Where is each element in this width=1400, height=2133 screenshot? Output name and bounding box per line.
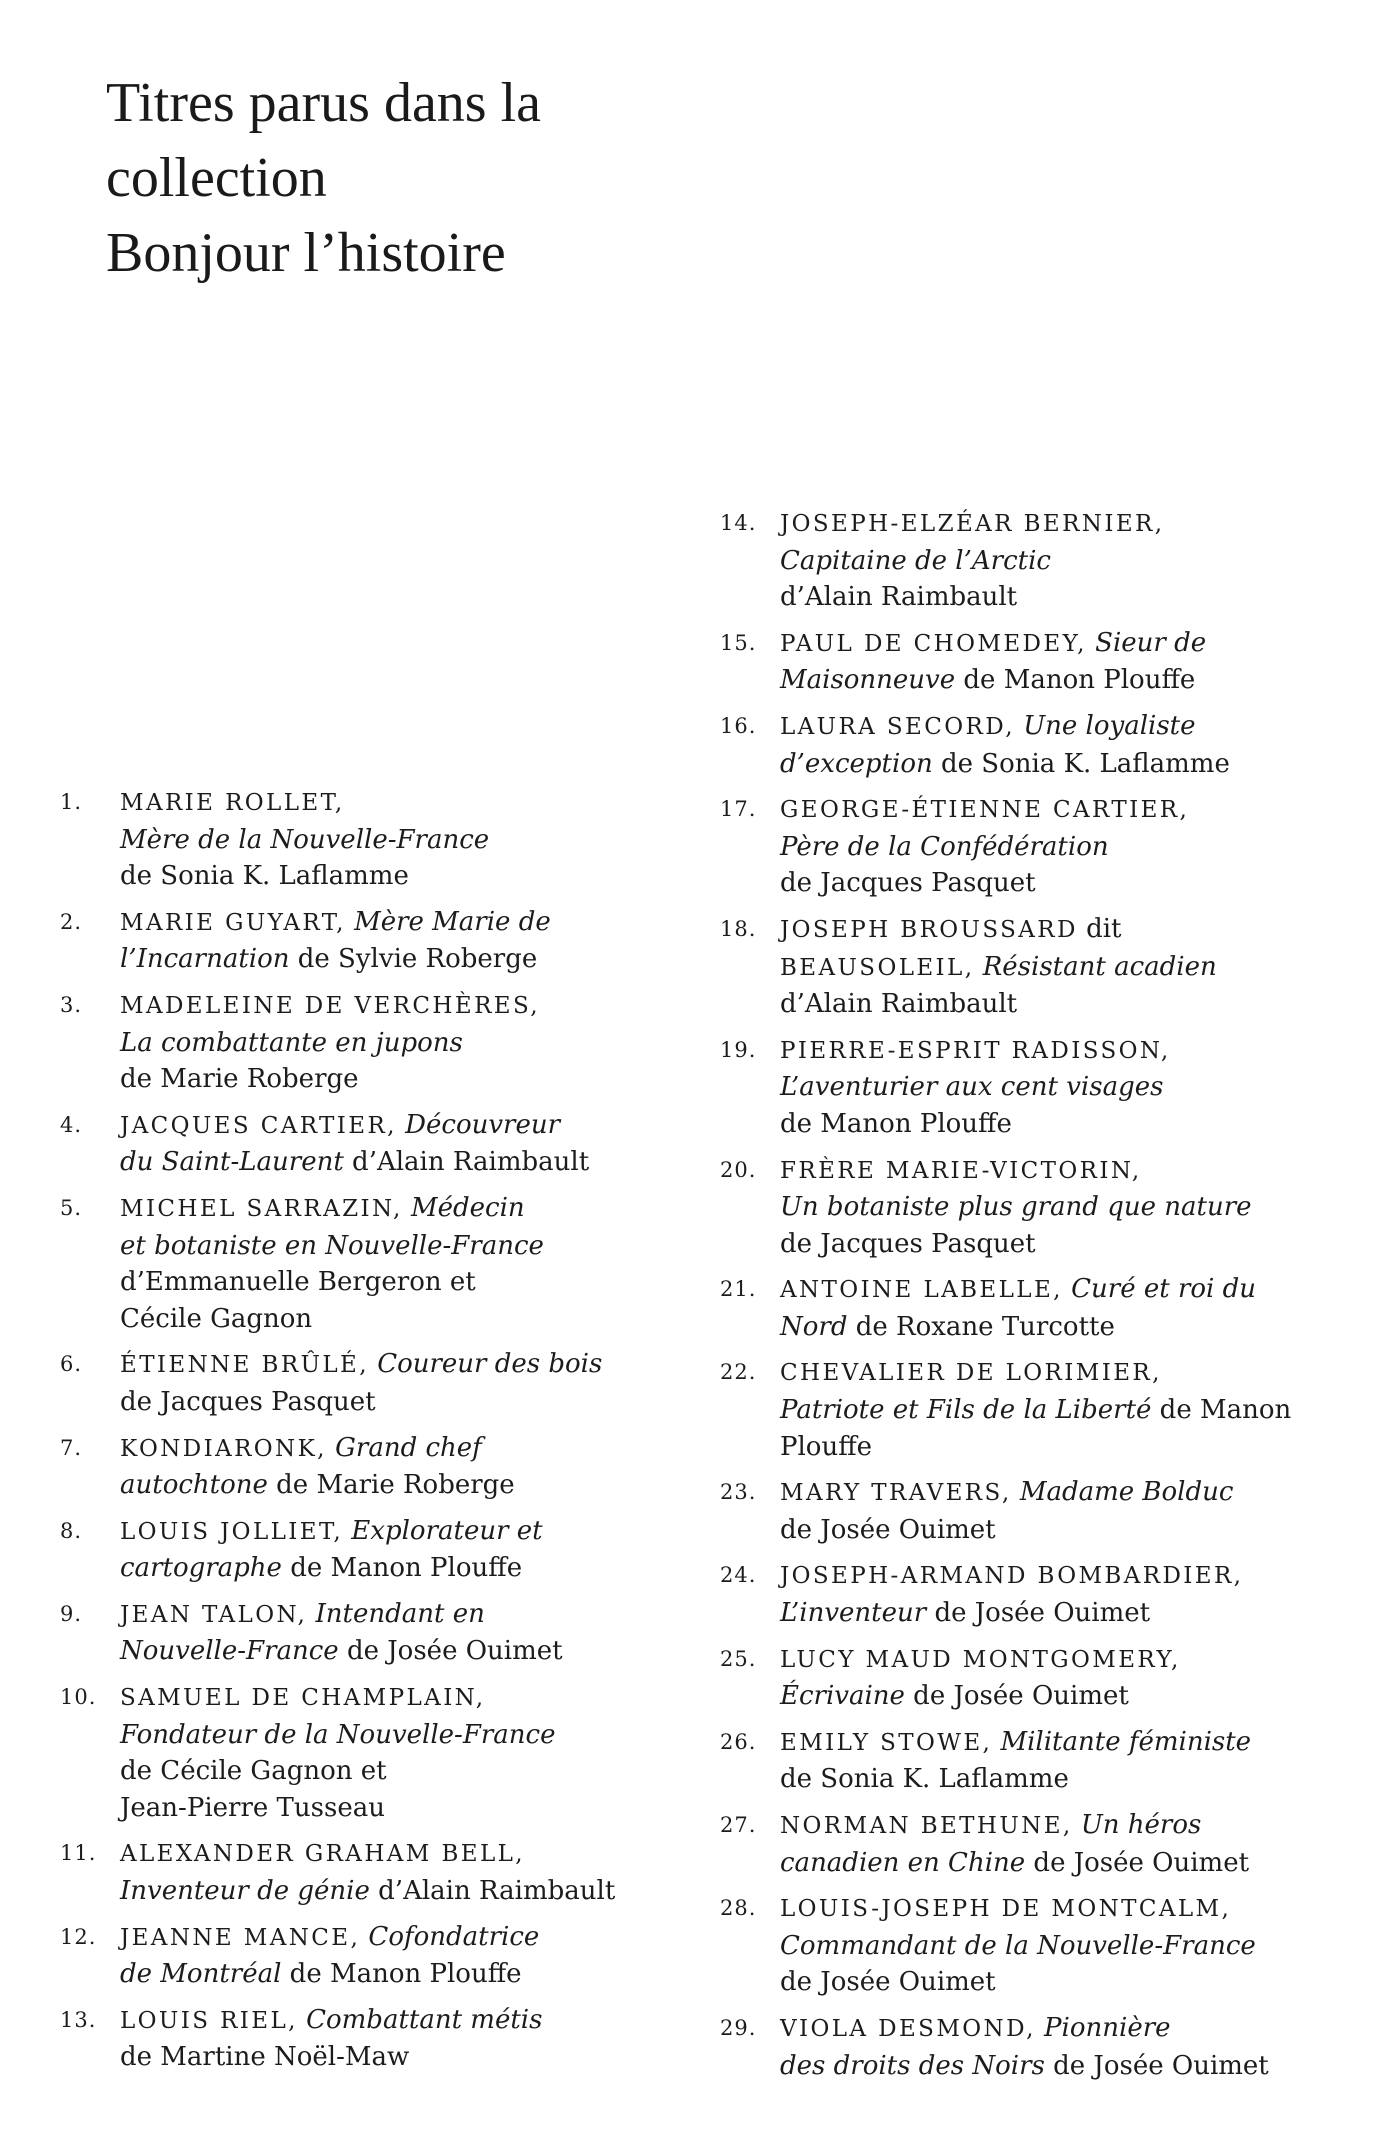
page-title [106, 66, 541, 291]
title-entry [720, 1557, 1320, 1631]
title-entry [720, 1354, 1320, 1465]
entry-number: 5. [60, 1195, 83, 1220]
entry-line [120, 1835, 620, 1873]
subject-name: KONDIARONK, [120, 1435, 327, 1462]
author-credit: Jean-Pierre Tusseau [120, 1792, 385, 1823]
entry-line [780, 579, 1320, 616]
subject-name: LOUIS JOLLIET, [120, 1518, 344, 1545]
book-subtitle: Nord [780, 1311, 848, 1342]
entry-line [120, 1873, 620, 1910]
entry-line [780, 1512, 1320, 1549]
entry-line [120, 1107, 620, 1145]
title-entry [720, 1032, 1320, 1143]
entry-line [120, 1790, 620, 1827]
subject-name: BEAUSOLEIL, [780, 954, 975, 981]
entry-line [780, 1928, 1320, 1965]
book-subtitle: Curé et roi du [1062, 1274, 1257, 1305]
entry-line [120, 1596, 620, 1634]
entry-line [780, 911, 1320, 949]
entry-number: 18. [720, 916, 757, 941]
subject-name: NORMAN BETHUNE, [780, 1813, 1073, 1839]
title-entry [60, 1430, 620, 1504]
author-credit: d’Alain Raimbault [343, 1147, 590, 1178]
entry-line [780, 1595, 1320, 1632]
subject-name: SAMUEL DE CHAMPLAIN, [120, 1685, 486, 1712]
author-credit: de Sonia K. Laflamme [932, 748, 1230, 779]
book-subtitle: Capitaine de l’Arctic [780, 545, 1051, 576]
author-credit: de Josée Ouimet [1025, 1847, 1250, 1878]
entry-line [780, 1557, 1320, 1595]
entry-line [780, 1429, 1320, 1466]
subject-name: ANTOINE LABELLE, [780, 1277, 1063, 1304]
title-entry [720, 791, 1320, 902]
entry-line [780, 1641, 1320, 1679]
subject-name: JEANNE MANCE, [120, 1924, 361, 1951]
entry-line [120, 1467, 620, 1504]
author-credit: de Sonia K. Laflamme [120, 861, 409, 892]
entry-line [780, 708, 1320, 746]
title-entry [60, 1835, 620, 1909]
entry-number: 27. [720, 1813, 757, 1837]
title-entry [720, 1724, 1320, 1798]
entry-line [780, 543, 1320, 580]
book-subtitle: Découvreur [396, 1109, 561, 1140]
author-credit: de Josée Ouimet [780, 1514, 996, 1545]
title-entry [720, 911, 1320, 1023]
entry-number: 1. [60, 790, 83, 814]
entry-number: 24. [720, 1563, 757, 1588]
entry-line [120, 941, 620, 978]
entry-line [120, 1190, 620, 1228]
subject-name: VIOLA DESMOND, [780, 2015, 1036, 2042]
title-entry [720, 1807, 1320, 1881]
subject-name: CHEVALIER DE LORIMIER, [780, 1360, 1162, 1387]
author-credit: d’Alain Raimbault [780, 989, 1018, 1020]
author-credit: de Josée Ouimet [926, 1598, 1151, 1629]
author-credit: de Marie Roberge [120, 1064, 359, 1095]
entry-line [780, 1474, 1320, 1512]
book-subtitle: Mère Marie de [345, 906, 551, 937]
book-subtitle: Fondateur de la Nouvelle-France [120, 1719, 556, 1750]
subject-name: MICHEL SARRAZIN, [120, 1195, 403, 1222]
book-subtitle: Patriote et Fils de la Liberté [780, 1395, 1152, 1426]
title-entry [720, 1641, 1320, 1715]
book-subtitle: Inventeur de génie [120, 1876, 370, 1907]
title-entry [720, 2010, 1320, 2084]
author-credit: de Manon Plouffe [955, 665, 1196, 696]
title-entry [720, 1271, 1320, 1345]
entry-line [120, 858, 620, 895]
entry-line [120, 1513, 620, 1551]
subject-name: LAURA SECORD, [780, 713, 1015, 740]
entry-line [780, 1189, 1320, 1226]
entry-line [780, 1724, 1320, 1762]
subject-name: PAUL DE CHOMEDEY, [780, 630, 1087, 657]
book-subtitle: Sieur de [1086, 627, 1207, 658]
entry-line [780, 791, 1320, 829]
entry-line [120, 1956, 620, 1993]
author-credit: de Sonia K. Laflamme [780, 1764, 1069, 1795]
book-subtitle: La combattante en jupons [120, 1027, 463, 1058]
entry-line [780, 1106, 1320, 1143]
entry-line [780, 746, 1320, 783]
entry-line [120, 1919, 620, 1957]
title-line: collection [106, 147, 327, 209]
book-subtitle: L’aventurier aux cent visages [780, 1072, 1164, 1103]
title-entry [60, 1679, 620, 1826]
entry-line [780, 1890, 1320, 1928]
author-credit: de Roxane Turcotte [847, 1311, 1115, 1342]
entry-number: 20. [720, 1157, 757, 1182]
book-subtitle: Pionnière [1035, 2012, 1171, 2043]
book-subtitle: Maisonneuve [780, 665, 956, 696]
entry-line [120, 1264, 620, 1301]
author-credit: d’Emmanuelle Bergeron et [120, 1267, 476, 1298]
entry-line [120, 2002, 620, 2040]
book-subtitle: Résistant acadien [974, 951, 1217, 982]
book-subtitle: Père de la Confédération [780, 831, 1109, 862]
subject-name: JOSEPH BROUSSARD [780, 916, 1078, 943]
title-entry [720, 708, 1320, 782]
entry-line [780, 1761, 1320, 1798]
book-subtitle: Militante féministe [992, 1726, 1252, 1757]
entry-line [780, 986, 1320, 1023]
entry-line [120, 1025, 620, 1062]
book-subtitle: canadien en Chine [780, 1847, 1026, 1878]
book-subtitle: cartographe [120, 1553, 282, 1584]
author-credit: Plouffe [780, 1431, 873, 1462]
entry-line [120, 2039, 620, 2076]
book-subtitle: du Saint-Laurent [120, 1147, 344, 1178]
book-subtitle: Un héros [1072, 1810, 1202, 1840]
entry-number: 2. [60, 909, 83, 934]
subject-name: ÉTIENNE BRÛLÉ, [120, 1352, 369, 1379]
entry-number: 23. [720, 1480, 757, 1505]
book-subtitle: Explorateur et [343, 1515, 543, 1546]
title-entry [60, 904, 620, 978]
book-subtitle: de Montréal [120, 1959, 282, 1990]
book-subtitle: des droits des Noirs [780, 2050, 1045, 2081]
subject-name: LOUIS RIEL, [120, 2007, 298, 2034]
book-subtitle: Madame Bolduc [1011, 1477, 1234, 1508]
entry-number: 26. [720, 1729, 757, 1754]
book-subtitle: Combattant métis [297, 2004, 543, 2035]
entry-line [780, 625, 1320, 663]
entry-line [780, 2048, 1320, 2085]
author-credit: de Manon Plouffe [281, 1959, 522, 1990]
title-entry [60, 1513, 620, 1587]
entry-number: 16. [720, 713, 757, 738]
author-credit: dit [1077, 913, 1122, 944]
author-credit: Cécile Gagnon [120, 1303, 313, 1334]
book-subtitle: d’exception [780, 748, 933, 779]
entry-line [120, 1384, 620, 1421]
title-entry [60, 1596, 620, 1670]
entry-line [120, 904, 620, 942]
author-credit: de Manon [1151, 1395, 1292, 1426]
title-entry [720, 1890, 1320, 2001]
book-subtitle: L’inventeur [780, 1598, 927, 1629]
entry-line [780, 1271, 1320, 1309]
entry-number: 14. [720, 511, 757, 535]
entry-line [120, 1679, 620, 1717]
subject-name: EMILY STOWE, [780, 1729, 993, 1756]
author-credit: de Manon Plouffe [281, 1553, 523, 1584]
title-entry [720, 625, 1320, 699]
book-subtitle: Nouvelle-France [120, 1636, 339, 1667]
subject-name: PIERRE-ESPRIT RADISSON, [780, 1037, 1171, 1064]
entry-line [780, 1152, 1320, 1190]
title-line: Bonjour l’histoire [106, 222, 506, 284]
entry-line [780, 1845, 1320, 1882]
entry-number: 12. [60, 1924, 97, 1949]
entry-number: 22. [720, 1360, 757, 1385]
entry-line [120, 822, 620, 859]
entry-line [780, 1226, 1320, 1263]
book-subtitle: Commandant de la Nouvelle-France [780, 1930, 1256, 1961]
entry-line [120, 1061, 620, 1098]
book-subtitle: l’Incarnation [120, 944, 290, 975]
entry-line [780, 1354, 1320, 1392]
title-entry [60, 1919, 620, 1993]
author-credit: de Jacques Pasquet [780, 1228, 1036, 1259]
title-list-right-column [720, 505, 1320, 2093]
entry-line [120, 1717, 620, 1754]
author-credit: de Manon Plouffe [780, 1108, 1012, 1139]
title-list-left-column [60, 784, 620, 2085]
author-credit: d’Alain Raimbault [780, 582, 1018, 613]
subject-name: FRÈRE MARIE-VICTORIN, [780, 1157, 1142, 1184]
entry-number: 21. [720, 1277, 757, 1302]
entry-line [780, 1678, 1320, 1715]
book-subtitle: autochtone [120, 1470, 268, 1501]
author-credit: de Marie Roberge [267, 1470, 515, 1501]
title-entry [60, 784, 620, 895]
title-entry [720, 1152, 1320, 1263]
subject-name: MARY TRAVERS, [780, 1480, 1012, 1507]
book-subtitle: Grand chef [326, 1432, 482, 1463]
entry-line [780, 662, 1320, 699]
author-credit: de Sylvie Roberge [289, 944, 538, 975]
entry-line [120, 1753, 620, 1790]
subject-name: LUCY MAUD MONTGOMERY, [780, 1646, 1181, 1673]
entry-number: 11. [60, 1841, 97, 1866]
author-credit: de Jacques Pasquet [780, 868, 1036, 899]
author-credit: de Josée Ouimet [1044, 2050, 1269, 2081]
author-credit: de Josée Ouimet [338, 1636, 563, 1667]
author-credit: de Josée Ouimet [780, 1967, 996, 1998]
entry-line [120, 1228, 620, 1265]
entry-number: 17. [720, 797, 757, 822]
title-line: Titres parus dans la [106, 72, 542, 134]
subject-name: GEORGE-ÉTIENNE CARTIER, [780, 797, 1190, 824]
title-entry [60, 1346, 620, 1420]
entry-number: 15. [720, 630, 757, 655]
entry-number: 13. [60, 2007, 97, 2032]
book-subtitle: Une loyaliste [1014, 710, 1196, 741]
subject-name: JEAN TALON, [120, 1601, 308, 1628]
entry-number: 10. [60, 1685, 97, 1710]
book-subtitle: Mère de la Nouvelle-France [120, 824, 490, 855]
entry-line [780, 1069, 1320, 1106]
author-credit: de Martine Noël-Maw [120, 2042, 410, 2073]
book-subtitle: et botaniste en Nouvelle-France [120, 1230, 544, 1261]
entry-line [780, 2010, 1320, 2048]
entry-number: 3. [60, 992, 83, 1017]
entry-number: 6. [60, 1352, 83, 1377]
entry-line [120, 1430, 620, 1468]
subject-name: MARIE ROLLET, [120, 790, 345, 816]
entry-number: 7. [60, 1435, 83, 1460]
entry-line [780, 1309, 1320, 1346]
title-entry [60, 2002, 620, 2076]
entry-line [120, 1346, 620, 1384]
title-entry [60, 1107, 620, 1181]
book-subtitle: Médecin [402, 1192, 525, 1223]
title-entry [720, 505, 1320, 616]
entry-line [780, 865, 1320, 902]
book-subtitle: Coureur des bois [368, 1349, 603, 1380]
entry-line [780, 1964, 1320, 2001]
entry-line [120, 1550, 620, 1587]
subject-name: ALEXANDER GRAHAM BELL, [120, 1841, 525, 1868]
entry-line [780, 949, 1320, 987]
subject-name: MARIE GUYART, [120, 909, 346, 936]
entry-line [780, 505, 1320, 543]
entry-line [780, 829, 1320, 866]
entry-line [780, 1032, 1320, 1070]
entry-line [120, 987, 620, 1025]
entry-number: 19. [720, 1037, 757, 1062]
entry-line [780, 1807, 1320, 1845]
title-entry [60, 1190, 620, 1337]
entry-line [120, 1301, 620, 1338]
title-entry [720, 1474, 1320, 1548]
author-credit: d’Alain Raimbault [369, 1876, 616, 1907]
author-credit: de Cécile Gagnon et [120, 1756, 387, 1787]
book-subtitle: Un botaniste plus grand que nature [780, 1192, 1252, 1223]
title-entry [60, 987, 620, 1098]
entry-number: 4. [60, 1112, 83, 1137]
entry-number: 29. [720, 2015, 757, 2040]
subject-name: LOUIS-JOSEPH DE MONTCALM, [780, 1896, 1232, 1923]
book-subtitle: Intendant en [307, 1598, 485, 1629]
book-subtitle: Écrivaine [780, 1681, 905, 1712]
book-subtitle: Cofondatrice [360, 1921, 540, 1952]
entry-line [780, 1392, 1320, 1429]
entry-line [120, 1633, 620, 1670]
entry-number: 8. [60, 1518, 83, 1543]
entry-number: 28. [720, 1896, 757, 1921]
entry-line [120, 1144, 620, 1181]
subject-name: MADELEINE DE VERCHÈRES, [120, 992, 541, 1019]
subject-name: JOSEPH-ARMAND BOMBARDIER, [780, 1563, 1244, 1590]
entry-line [120, 784, 620, 822]
entry-number: 9. [60, 1601, 83, 1626]
subject-name: JACQUES CARTIER, [120, 1112, 397, 1139]
author-credit: de Josée Ouimet [904, 1681, 1129, 1712]
entry-number: 25. [720, 1646, 757, 1671]
author-credit: de Jacques Pasquet [120, 1386, 376, 1417]
subject-name: JOSEPH-ELZÉAR BERNIER, [780, 511, 1165, 537]
